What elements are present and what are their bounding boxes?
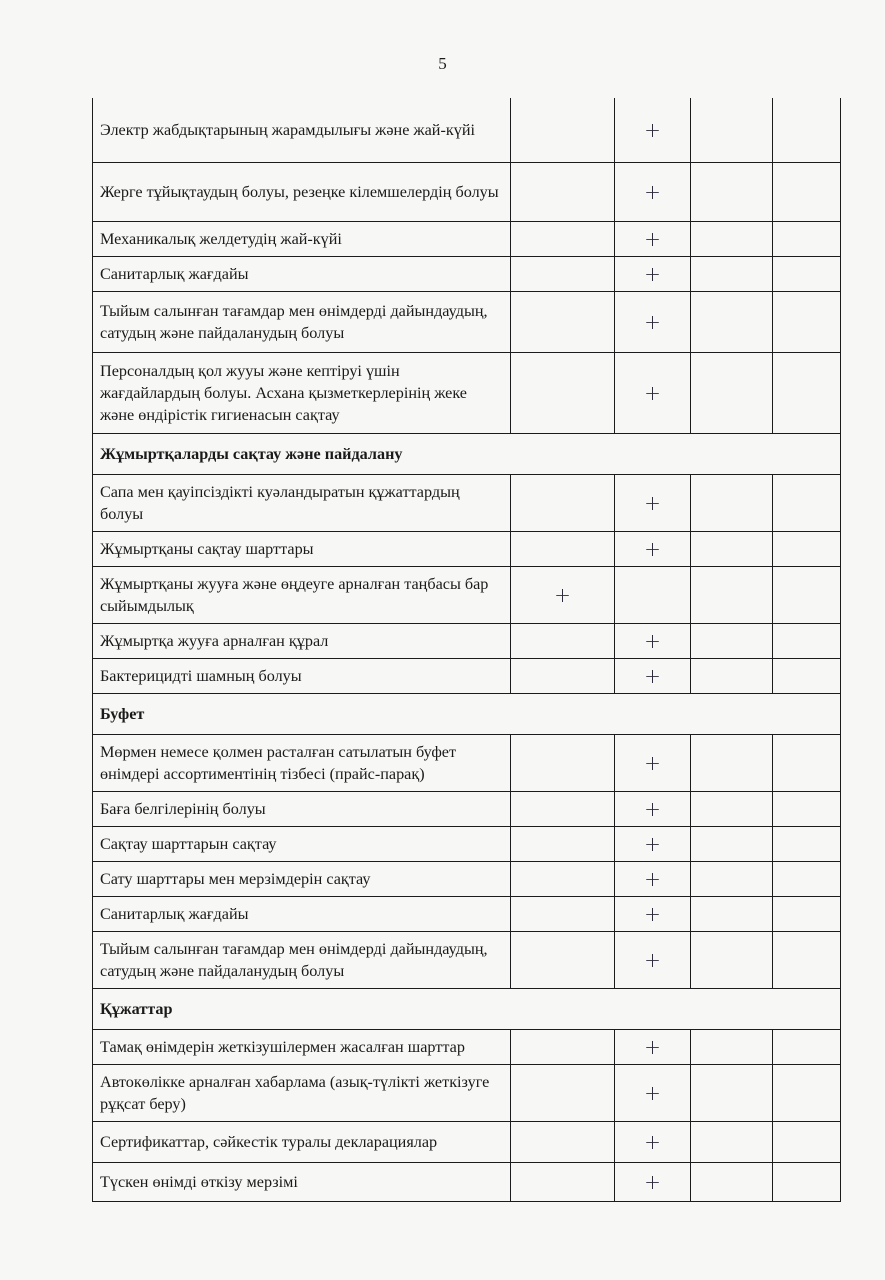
requirement-text: Сақтау шарттарын сақтау (93, 827, 511, 862)
requirement-text: Бактерицидті шамның болуы (93, 659, 511, 694)
mark-cell-col-1 (511, 1122, 615, 1163)
section-header-row (93, 989, 841, 1030)
checklist-row (93, 222, 841, 257)
mark-cell-col-4 (773, 1030, 841, 1065)
requirement-text: Электр жабдықтарының жарамдылығы және жай-күйі (93, 98, 511, 163)
mark-cell-col-2: + (615, 163, 691, 222)
requirement-text: Тыйым салынған тағамдар мен өнімдерді дайындаудың, сатудың және пайдаланудың болуы (93, 292, 511, 353)
mark-cell-col-3 (691, 257, 773, 292)
mark-cell-col-3 (691, 624, 773, 659)
mark-cell-col-3 (691, 897, 773, 932)
section-title: Жұмыртқаларды сақтау және пайдалану (93, 434, 841, 475)
mark-cell-col-2: + (615, 659, 691, 694)
mark-cell-col-1 (511, 222, 615, 257)
mark-cell-col-3 (691, 659, 773, 694)
checklist-row (93, 475, 841, 532)
mark-cell-col-3 (691, 1122, 773, 1163)
mark-cell-col-4 (773, 792, 841, 827)
mark-cell-col-3 (691, 1030, 773, 1065)
mark-cell-col-4 (773, 735, 841, 792)
mark-cell-col-2: + (615, 292, 691, 353)
mark-cell-col-2: + (615, 1065, 691, 1122)
mark-cell-col-2: + (615, 353, 691, 434)
mark-cell-col-2: + (615, 897, 691, 932)
checklist-row (93, 532, 841, 567)
section-header-row (93, 694, 841, 735)
checklist-row (93, 792, 841, 827)
mark-cell-col-3 (691, 1065, 773, 1122)
section-title: Буфет (93, 694, 841, 735)
mark-cell-col-1 (511, 827, 615, 862)
mark-cell-col-4 (773, 624, 841, 659)
mark-cell-col-2: + (615, 827, 691, 862)
mark-cell-col-1 (511, 735, 615, 792)
mark-cell-col-2: + (615, 862, 691, 897)
mark-cell-col-1 (511, 1065, 615, 1122)
mark-cell-col-3 (691, 1163, 773, 1202)
checklist-row (93, 1122, 841, 1163)
checklist-row (93, 257, 841, 292)
mark-cell-col-2: + (615, 98, 691, 163)
requirement-text: Санитарлық жағдайы (93, 897, 511, 932)
mark-cell-col-2: + (615, 1122, 691, 1163)
checklist-row (93, 735, 841, 792)
checklist-row (93, 98, 841, 163)
mark-cell-col-2: + (615, 1163, 691, 1202)
checklist-body (93, 98, 841, 1202)
requirement-text: Сапа мен қауіпсіздікті куәландыратын құжаттардың болуы (93, 475, 511, 532)
mark-cell-col-1 (511, 292, 615, 353)
mark-cell-col-4 (773, 1163, 841, 1202)
section-title: Құжаттар (93, 989, 841, 1030)
mark-cell-col-4 (773, 98, 841, 163)
requirement-text: Түскен өнімді өткізу мерзімі (93, 1163, 511, 1202)
checklist-row (93, 897, 841, 932)
mark-cell-col-4 (773, 292, 841, 353)
requirement-text: Механикалық желдетудің жай-күйі (93, 222, 511, 257)
requirement-text: Жұмыртқаны сақтау шарттары (93, 532, 511, 567)
requirement-text: Сертификаттар, сәйкестік туралы декларациялар (93, 1122, 511, 1163)
requirement-text: Жұмыртқа жууға арналған құрал (93, 624, 511, 659)
requirement-text: Автокөлікке арналған хабарлама (азық-түлікті жеткізуге рұқсат беру) (93, 1065, 511, 1122)
mark-cell-col-3 (691, 292, 773, 353)
mark-cell-col-3 (691, 532, 773, 567)
mark-cell-col-3 (691, 735, 773, 792)
checklist-row (93, 1065, 841, 1122)
mark-cell-col-2: + (615, 735, 691, 792)
section-header-row (93, 434, 841, 475)
mark-cell-col-4 (773, 532, 841, 567)
mark-cell-col-4 (773, 353, 841, 434)
requirement-text: Баға белгілерінің болуы (93, 792, 511, 827)
mark-cell-col-2: + (615, 532, 691, 567)
requirement-text: Тамақ өнімдерін жеткізушілермен жасалған шарттар (93, 1030, 511, 1065)
requirement-text: Мөрмен немесе қолмен расталған сатылатын буфет өнімдері ассортиментінің тізбесі (прайс-парақ) (93, 735, 511, 792)
checklist-row (93, 624, 841, 659)
requirement-text: Жұмыртқаны жууға және өңдеуге арналған таңбасы бар сыйымдылық (93, 567, 511, 624)
mark-cell-col-3 (691, 827, 773, 862)
checklist-row (93, 932, 841, 989)
mark-cell-col-1 (511, 932, 615, 989)
mark-cell-col-4 (773, 1122, 841, 1163)
page-number: 5 (438, 54, 447, 73)
checklist-row (93, 353, 841, 434)
mark-cell-col-3 (691, 932, 773, 989)
mark-cell-col-1 (511, 353, 615, 434)
mark-cell-col-1 (511, 257, 615, 292)
checklist-table-container (92, 98, 840, 1202)
mark-cell-col-1 (511, 532, 615, 567)
checklist-row (93, 659, 841, 694)
mark-cell-col-1 (511, 1030, 615, 1065)
checklist-row (93, 1163, 841, 1202)
mark-cell-col-4 (773, 1065, 841, 1122)
mark-cell-col-3 (691, 792, 773, 827)
mark-cell-col-2: + (615, 222, 691, 257)
mark-cell-col-1 (511, 862, 615, 897)
mark-cell-col-1: + (511, 567, 615, 624)
mark-cell-col-2 (615, 567, 691, 624)
checklist-table (92, 98, 841, 1202)
mark-cell-col-4 (773, 932, 841, 989)
mark-cell-col-4 (773, 567, 841, 624)
mark-cell-col-4 (773, 163, 841, 222)
mark-cell-col-2: + (615, 1030, 691, 1065)
requirement-text: Жерге тұйықтаудың болуы, резеңке кілемшелердің болуы (93, 163, 511, 222)
mark-cell-col-2: + (615, 475, 691, 532)
mark-cell-col-1 (511, 98, 615, 163)
mark-cell-col-3 (691, 862, 773, 897)
mark-cell-col-3 (691, 98, 773, 163)
mark-cell-col-4 (773, 475, 841, 532)
mark-cell-col-1 (511, 475, 615, 532)
checklist-row (93, 163, 841, 222)
mark-cell-col-4 (773, 897, 841, 932)
mark-cell-col-4 (773, 659, 841, 694)
mark-cell-col-2: + (615, 624, 691, 659)
requirement-text: Санитарлық жағдайы (93, 257, 511, 292)
mark-cell-col-4 (773, 862, 841, 897)
mark-cell-col-4 (773, 827, 841, 862)
mark-cell-col-3 (691, 475, 773, 532)
checklist-row (93, 567, 841, 624)
mark-cell-col-4 (773, 257, 841, 292)
mark-cell-col-3 (691, 163, 773, 222)
mark-cell-col-4 (773, 222, 841, 257)
mark-cell-col-1 (511, 792, 615, 827)
mark-cell-col-1 (511, 163, 615, 222)
mark-cell-col-2: + (615, 932, 691, 989)
requirement-text: Тыйым салынған тағамдар мен өнімдерді дайындаудың, сатудың және пайдаланудың болуы (93, 932, 511, 989)
mark-cell-col-1 (511, 1163, 615, 1202)
mark-cell-col-1 (511, 897, 615, 932)
mark-cell-col-2: + (615, 792, 691, 827)
checklist-row (93, 827, 841, 862)
requirement-text: Персоналдың қол жууы және кептіруі үшін жағдайлардың болуы. Асхана қызметкерлерінің жеке және өндірістік гигиенасын сақтау (93, 353, 511, 434)
checklist-row (93, 292, 841, 353)
mark-cell-col-3 (691, 567, 773, 624)
mark-cell-col-1 (511, 624, 615, 659)
mark-cell-col-1 (511, 659, 615, 694)
requirement-text: Сату шарттары мен мерзімдерін сақтау (93, 862, 511, 897)
checklist-row (93, 862, 841, 897)
mark-cell-col-3 (691, 222, 773, 257)
checklist-row (93, 1030, 841, 1065)
mark-cell-col-2: + (615, 257, 691, 292)
mark-cell-col-3 (691, 353, 773, 434)
